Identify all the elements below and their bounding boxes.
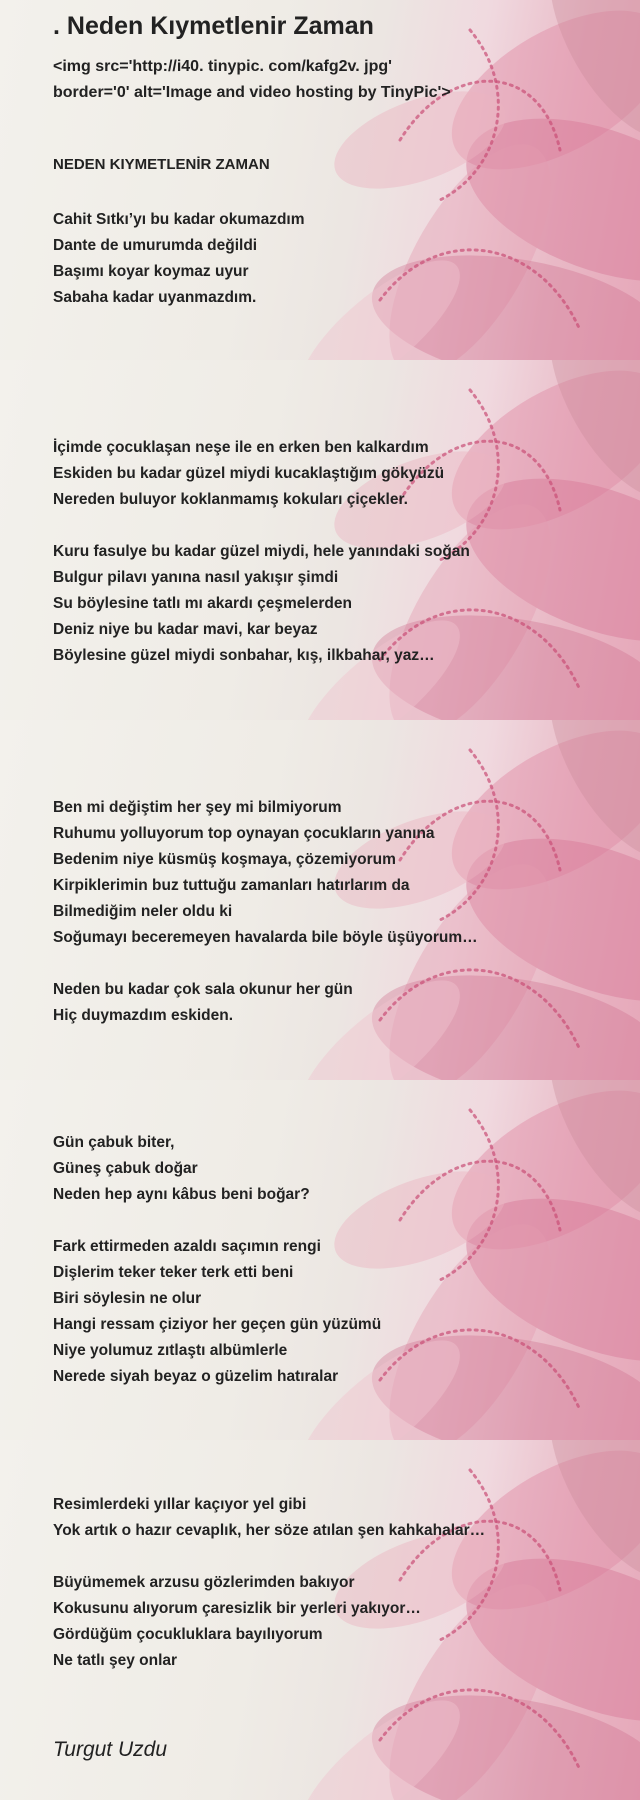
poem-line: Bilmediğim neler oldu ki bbox=[53, 903, 233, 920]
stanza-2 bbox=[53, 435, 444, 513]
poem-line: Neden hep aynı kâbus beni boğar? bbox=[53, 1186, 310, 1203]
poem-title: . Neden Kıymetlenir Zaman bbox=[53, 12, 374, 40]
poem-line: Nerede siyah beyaz o güzelim hatıralar bbox=[53, 1368, 339, 1385]
poem-line: Neden bu kadar çok sala okunur her gün bbox=[53, 981, 353, 998]
poem-line: Resimlerdeki yıllar kaçıyor yel gibi bbox=[53, 1496, 307, 1513]
poem-line: Cahit Sıtkı’yı bu kadar okumazdım bbox=[53, 211, 305, 228]
poem-line: Nereden buluyor koklanmamış kokuları çiçekler. bbox=[53, 491, 408, 508]
poem-line: Bulgur pilavı yanına nasıl yakışır şimdi bbox=[53, 569, 339, 586]
stanza-8 bbox=[53, 1492, 485, 1544]
poem-line: Niye yolumuz zıtlaştı albümlerle bbox=[53, 1342, 288, 1359]
poem-line: Kirpiklerimin buz tuttuğu zamanları hatırlarım da bbox=[53, 877, 410, 894]
poem-line: Kuru fasulye bu kadar güzel miydi, hele yanındaki soğan bbox=[53, 543, 470, 560]
poem-line: Yok artık o hazır cevaplık, her söze atılan şen kahkahalar… bbox=[53, 1522, 486, 1539]
poem-line: Deniz niye bu kadar mavi, kar beyaz bbox=[53, 621, 318, 638]
poem-line: Gün çabuk biter, bbox=[53, 1134, 175, 1151]
code-line: <img src='http://i40. tinypic. com/kafg2v. jpg' bbox=[53, 58, 392, 75]
poem-line: Güneş çabuk doğar bbox=[53, 1160, 198, 1177]
embedded-code bbox=[53, 54, 451, 106]
poem-line: Ben mi değiştim her şey mi bilmiyorum bbox=[53, 799, 342, 816]
poem-line: Soğumayı beceremeyen havalarda bile böyle üşüyorum… bbox=[53, 929, 478, 946]
poem-line: Hangi ressam çiziyor her geçen gün yüzümü bbox=[53, 1316, 382, 1333]
poem-line: Kokusunu alıyorum çaresizlik bir yerleri yakıyor… bbox=[53, 1600, 421, 1617]
code-line: border='0' alt='Image and video hosting by TinyPic'> bbox=[53, 84, 451, 101]
stanza-1 bbox=[53, 207, 305, 311]
poem-line: Sabaha kadar uyanmazdım. bbox=[53, 289, 257, 306]
stanza-5 bbox=[53, 977, 353, 1029]
poem-line: Büyümemek arzusu gözlerimden bakıyor bbox=[53, 1574, 355, 1591]
poem-line: İçimde çocuklaşan neşe ile en erken ben kalkardım bbox=[53, 439, 429, 456]
stanza-4 bbox=[53, 795, 478, 951]
poem-line: Başımı koyar koymaz uyur bbox=[53, 263, 249, 280]
poem-line: Ruhumu yolluyorum top oynayan çocukların yanına bbox=[53, 825, 435, 842]
poem-line: Böylesine güzel miydi sonbahar, kış, ilkbahar, yaz… bbox=[53, 647, 435, 664]
poem-line: Dante de umurumda değildi bbox=[53, 237, 258, 254]
poem-line: Hiç duymazdım eskiden. bbox=[53, 1007, 234, 1024]
poem-line: Biri söylesin ne olur bbox=[53, 1290, 202, 1307]
poem-line: Su böylesine tatlı mı akardı çeşmelerden bbox=[53, 595, 352, 612]
stanza-7 bbox=[53, 1234, 381, 1390]
poem-line: Ne tatlı şey onlar bbox=[53, 1652, 178, 1669]
poem-line: Bedenim niye küsmüş koşmaya, çözemiyorum bbox=[53, 851, 396, 868]
stanza-9 bbox=[53, 1570, 421, 1674]
poem-heading: NEDEN KIYMETLENİR ZAMAN bbox=[53, 156, 270, 173]
poem-line: Fark ettirmeden azaldı saçımın rengi bbox=[53, 1238, 321, 1255]
stanza-3 bbox=[53, 539, 470, 669]
stanza-6 bbox=[53, 1130, 310, 1208]
poem-author: Turgut Uzdu bbox=[53, 1738, 167, 1761]
poem-line: Eskiden bu kadar güzel miydi kucaklaştığım gökyüzü bbox=[53, 465, 445, 482]
poem-line: Gördüğüm çocukluklara bayılıyorum bbox=[53, 1626, 323, 1643]
poem-line: Dişlerim teker teker terk etti beni bbox=[53, 1264, 294, 1281]
